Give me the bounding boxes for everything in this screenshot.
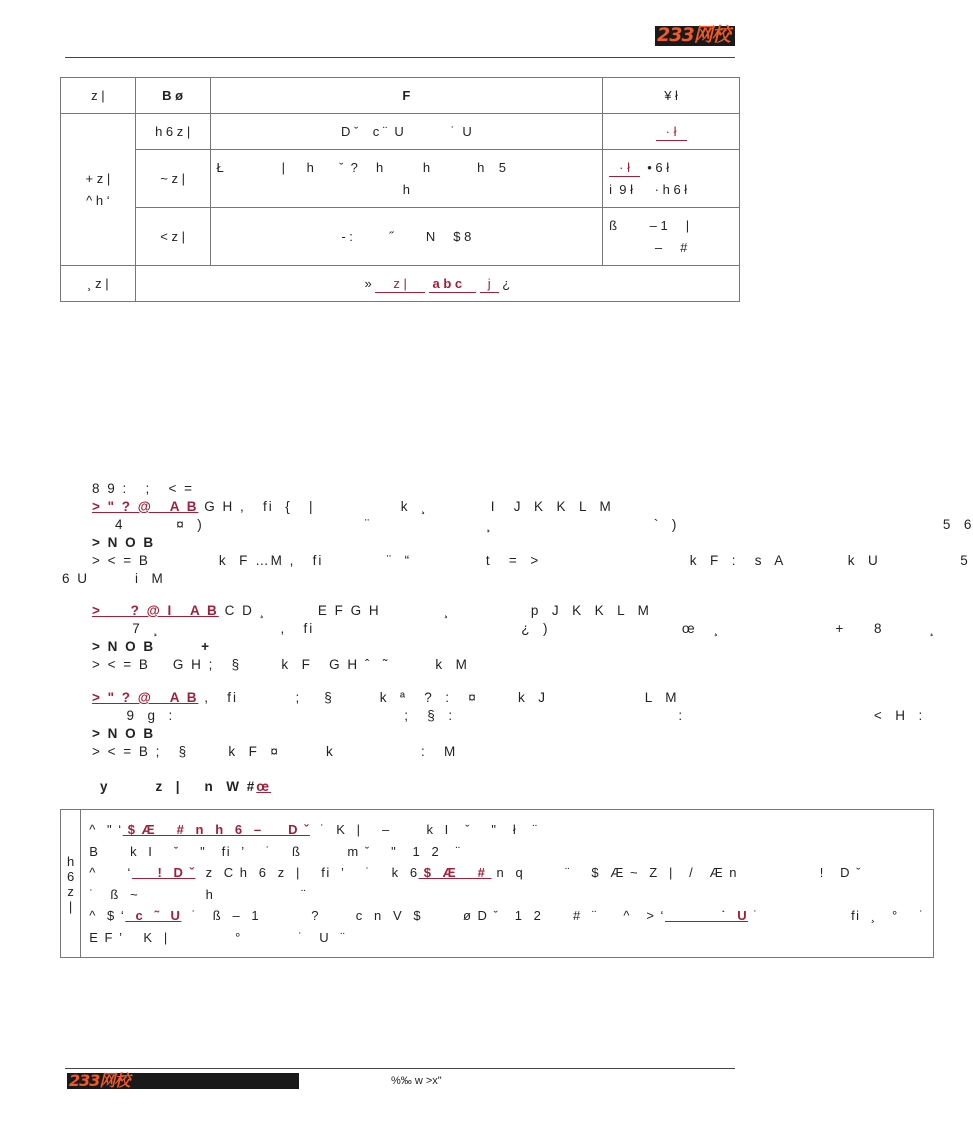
body-text: G H , fi { | k ¸ I J K K L M xyxy=(198,499,613,514)
table-row xyxy=(61,150,740,208)
heading-text: y z | n W # xyxy=(100,779,257,794)
cell-link[interactable]: ! D ˇ xyxy=(131,865,196,880)
table-link[interactable]: · ł xyxy=(656,124,687,141)
table-link[interactable]: a b c xyxy=(429,276,477,293)
table-cell xyxy=(603,208,740,266)
detail-table xyxy=(60,809,934,958)
cell-line xyxy=(89,905,925,927)
section-heading xyxy=(100,779,271,794)
body-line: 4 ¤ ) ¨ ¸ ` ) 5 6 xyxy=(92,517,973,532)
table-cell: - : ˝ N $ 8 xyxy=(210,208,603,266)
cell-text: » xyxy=(364,276,372,291)
heading-link[interactable]: œ xyxy=(256,779,272,794)
cell-text: • 6 ł xyxy=(640,159,670,175)
table-row xyxy=(61,810,934,958)
body-text: , fi ; § k ª ? : ¤ k J L M xyxy=(198,690,679,705)
cell-text: ˙ ß – 1 ? c n V $ ø D ˇ 1 2 # ¨ ^ > ‘ xyxy=(181,908,665,923)
cell-text: ^ ‘ xyxy=(89,865,132,880)
table-header-cell: B ø xyxy=(135,78,210,114)
table-cell: h 6 z | xyxy=(135,114,210,150)
body-link[interactable]: > ? @ I A B xyxy=(92,603,219,618)
links-cell xyxy=(135,266,739,302)
body-line: > N O B xyxy=(92,535,156,550)
body-link[interactable]: > " ? @ A B xyxy=(92,690,199,705)
table-cell xyxy=(81,810,934,958)
table-cell xyxy=(210,150,603,208)
cell-line: ˙ ß ~ h ¨ xyxy=(89,886,308,902)
group-label-line: + z | xyxy=(85,170,111,186)
table-link[interactable]: · ł xyxy=(609,160,640,177)
table-cell xyxy=(603,150,740,208)
info-table xyxy=(60,77,740,302)
cell-text: n q ¨ $ Æ ~ Z | / Æ n ! D ˇ xyxy=(491,865,863,880)
body-line: > < = B ; § k F ¤ k : M xyxy=(92,744,458,759)
body-line: 7 ¸ , fi ¿ ) œ ¸ + 8 ¸ xyxy=(92,621,936,636)
body-line: > N O B xyxy=(92,726,156,741)
footer-rule xyxy=(65,1068,735,1069)
cell-line: i 9 ł · h 6 ł xyxy=(609,181,688,197)
page-number: %‰ w >x" xyxy=(391,1075,442,1087)
body-line xyxy=(92,690,679,705)
table-row xyxy=(61,208,740,266)
cell-text: z C h 6 z | fi ’ ˙ k 6 xyxy=(195,865,419,880)
cell-link[interactable]: ˙ U xyxy=(664,908,749,923)
cell-line: ß – 1 | xyxy=(609,217,690,233)
cell-line: Ł | h ˇ ? h h h 5 xyxy=(216,159,507,175)
cell-line: – # xyxy=(654,239,688,255)
table-row xyxy=(61,114,740,150)
table-header-cell: z | xyxy=(61,78,136,114)
table-header-cell: F xyxy=(210,78,603,114)
body-line: 9 g : ; § : : < H : xyxy=(92,708,925,723)
cell-line xyxy=(89,862,925,884)
cell-line: h xyxy=(402,181,410,197)
table-cell: h 6 z | xyxy=(61,810,81,958)
table-cell: D ˇ c ¨ U ˙ U xyxy=(210,114,603,150)
body-line: 6 U i M xyxy=(62,571,165,586)
table-cell: < z | xyxy=(135,208,210,266)
cell-text: ^ $ ‘ xyxy=(89,908,126,923)
table-link[interactable]: z | xyxy=(375,276,425,293)
table-cell: ¸ z | xyxy=(61,266,136,302)
cell-line: E F ’ K | ° ˙ U ¨ xyxy=(89,929,347,945)
table-header-row xyxy=(61,78,740,114)
cell-link[interactable]: $ Æ # n h 6 – D ˇ xyxy=(122,822,310,837)
cell-text: ˙ K | – k I ˇ " ł ¨ xyxy=(309,822,539,837)
body-line: > N O B + xyxy=(92,639,212,654)
table-row xyxy=(61,266,740,302)
cell-line xyxy=(89,819,925,841)
body-line xyxy=(92,499,613,514)
body-line: > < = B G H ; § k F G H ˆ ˜ k M xyxy=(92,657,469,672)
cell-link[interactable]: c ˜ U xyxy=(125,908,182,923)
body-link[interactable]: > " ? @ A B xyxy=(92,499,199,514)
cell-link[interactable]: $ Æ # xyxy=(418,865,492,880)
group-label-line: ^ h ‘ xyxy=(86,192,110,208)
header-rule xyxy=(65,57,735,58)
table-link[interactable]: j xyxy=(480,276,499,293)
footer-logo: 233网校 xyxy=(67,1073,299,1089)
cell-text: ¿ xyxy=(502,276,511,291)
table-cell: ~ z | xyxy=(135,150,210,208)
body-line: > < = B k F …M , fi ¨ “ t = > k F : s A k U 5 xyxy=(92,553,970,568)
body-line: 8 9 : ; < = xyxy=(92,481,195,496)
table-cell xyxy=(603,114,740,150)
table-header-cell: ¥ ł xyxy=(603,78,740,114)
body-text: C D ¸ E F G H ¸ p J K K L M xyxy=(218,603,651,618)
cell-text: ^ " ‘ xyxy=(89,822,123,837)
cell-text: ˙ fi ¸ ° ˙ xyxy=(748,908,925,923)
body-line xyxy=(92,603,651,618)
header-logo: 233网校 xyxy=(655,26,735,46)
group-label-cell xyxy=(61,114,136,266)
cell-line: B k I ˇ " fi ’ ˙ ß m ˇ " 1 2 ¨ xyxy=(89,843,462,859)
